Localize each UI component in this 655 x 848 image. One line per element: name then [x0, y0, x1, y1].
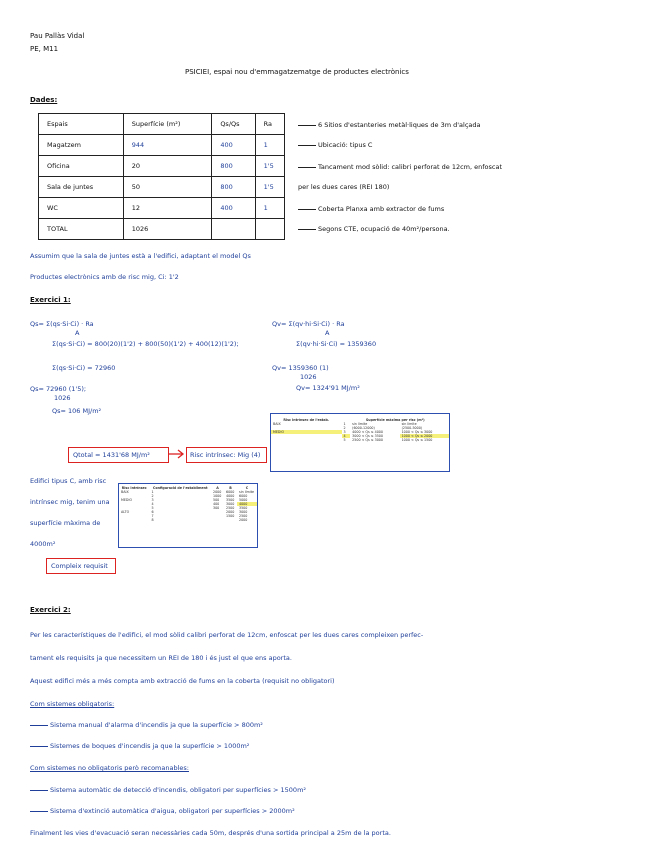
mini-cell — [271, 438, 342, 442]
mini-cell: 3 — [151, 498, 154, 502]
qs-num: Qs= 72960 (1'5); — [30, 385, 87, 393]
table-cell: 400 — [212, 198, 255, 219]
mini-cell: 2000 — [225, 510, 235, 514]
author-name: Pau Pallàs Vidal — [30, 32, 85, 40]
mini-cell — [119, 518, 149, 522]
mini-cell: 8 — [151, 518, 154, 522]
mini-cell: 300 — [212, 506, 220, 510]
mini-cell: 2500 — [238, 514, 248, 518]
mini-cell: (6000-12000) — [352, 426, 375, 430]
mini-cell: 4 — [151, 502, 154, 506]
table-cell — [212, 219, 255, 240]
mini-cell: 500 — [212, 498, 220, 502]
table-header-cell: Qs/Qs — [212, 114, 255, 135]
mini-cell: BAIX — [273, 422, 281, 426]
table-row — [39, 156, 285, 177]
table-cell: 20 — [123, 156, 212, 177]
group-label: PE, M11 — [30, 45, 59, 53]
mini-header: B — [229, 486, 232, 490]
mini-cell: 3000 < Qs ≤ 3500 — [352, 434, 383, 438]
final-note: Finalment les vies d'evacuació seran necessàries cada 50m, després d'una sortida principal a 25m de la porta. — [30, 829, 391, 837]
table-row — [39, 219, 285, 240]
mini-cell: 1000 — [212, 494, 222, 498]
oblig-item-1: Sistema manual d'alarma d'incendis ja que la superfície > 800m² — [30, 721, 263, 729]
mini-header: Risc intrínsec de l'estab. — [283, 418, 330, 422]
mini-cell: 6000 — [238, 494, 248, 498]
mini-header: Configuració de l'establiment — [152, 486, 208, 490]
exercici2-heading: Exercici 2: — [30, 606, 71, 614]
mini-cell: 1500 — [225, 514, 235, 518]
mini-cell: ALTO — [121, 510, 130, 514]
mini-cell: 2500 — [225, 506, 235, 510]
table-cell: 800 — [212, 156, 255, 177]
conclusion-line-3: superfície màxima de — [30, 519, 101, 527]
table-cell: 1'5 — [255, 156, 284, 177]
table-cell: WC — [39, 198, 124, 219]
reference-table-risk — [270, 413, 450, 472]
table-header-cell: Ra — [255, 114, 284, 135]
mini-cell: 4000 — [225, 494, 235, 498]
mini-cell: 2000 — [238, 518, 248, 522]
table-cell: 1 — [255, 135, 284, 156]
dades-table — [38, 113, 285, 240]
reference-table-surface — [118, 483, 258, 548]
table-header-row — [39, 114, 285, 135]
qv-num: Qv= 1359360 (1) — [272, 364, 329, 372]
mini-cell: 5 — [343, 438, 346, 442]
exercici1-heading: Exercici 1: — [30, 296, 71, 304]
qs-den: 1026 — [54, 394, 71, 402]
para-line-3: Aquest edifici més a més compta amb extracció de fums en la coberta (requisit no obligatori) — [30, 677, 335, 685]
mini-cell: (2500-5000) — [401, 426, 423, 430]
qs-expansion: Σ(qs·Si·Ci) = 800(20)(1'2) + 800(50)(1'2) + 400(12)(1'2); — [52, 340, 239, 348]
qv-den: 1026 — [300, 373, 317, 381]
mini-cell: 5000 — [238, 498, 248, 502]
mini-cell: 1 — [343, 422, 346, 426]
qv-sum: Σ(qv·hi·Si·Ci) = 1359360 — [296, 340, 377, 348]
qs-formula: Qs= Σ(qs·Si·Ci) · Ra — [30, 320, 94, 328]
compleix-box: Compleix requisit — [46, 558, 116, 574]
qs-sum: Σ(qs·Si·Ci) = 72960 — [52, 364, 116, 372]
table-cell: 800 — [212, 177, 255, 198]
table-cell: Sala de juntes — [39, 177, 124, 198]
mini-cell: 3500 — [225, 498, 235, 502]
para-line-2: tament els requisits ja que necessitem un REI de 180 i és just el que ens aporta. — [30, 654, 292, 662]
mini-cell: 3 — [343, 430, 346, 434]
mini-cell: sin límite — [401, 422, 417, 426]
qv-formula: Qv= Σ(qv·hi·Si·Ci) · Ra — [272, 320, 345, 328]
conclusion-line-4: 4000m² — [30, 540, 56, 548]
arrow-right-icon — [168, 449, 186, 459]
table-row — [39, 135, 285, 156]
conclusion-line-1: Edifici tipus C, amb risc — [30, 477, 107, 485]
mini-cell: 4 — [342, 434, 351, 438]
note-1: 6 Sitios d'estanteries metàl·liques de 3m d'alçada — [298, 121, 480, 129]
mini-cell: 5 — [151, 506, 154, 510]
note-3: Tancament mod sòlid: calibri perforat de 12cm, enfoscat — [298, 163, 502, 171]
mini-cell: 2 — [151, 494, 154, 498]
table-cell: 1 — [255, 198, 284, 219]
table-row — [39, 177, 285, 198]
note-6: Segons CTE, ocupació de 40m²/persona. — [298, 225, 450, 233]
rec-item-1: Sistema automàtic de detecció d'incendis, obligatori per superfícies > 1500m² — [30, 786, 306, 794]
mini-header: Superfície màxima per risc (m²) — [365, 418, 425, 422]
mini-cell: 3000 — [238, 510, 248, 514]
mini-header: Risc intrínsec — [121, 486, 147, 490]
note-2: Ubicació: tipus C — [298, 141, 372, 149]
oblig-heading: Com sistemes obligatoris: — [30, 700, 115, 708]
mini-cell: 3000 — [225, 502, 235, 506]
mini-cell: 4000 — [237, 502, 257, 506]
mini-cell: sin límite — [238, 490, 255, 494]
mini-cell: BAIX — [121, 490, 129, 494]
note-5: Coberta Planxa amb extractor de fums — [298, 205, 444, 213]
mini-cell: 4000 < Qs ≤ 4000 — [352, 430, 383, 434]
table-header-cell: Superfície (m²) — [123, 114, 212, 135]
qtotal-box: Qtotal = 1431'68 MJ/m² — [68, 447, 169, 463]
assumption-text: Assumim que la sala de juntes està a l'edifici, adaptant el model Qs — [30, 252, 251, 260]
table-cell: Magatzem — [39, 135, 124, 156]
mini-cell: 400 — [212, 502, 220, 506]
table-cell — [255, 219, 284, 240]
rec-heading: Com sistemes no obligatoris però recomanables: — [30, 764, 189, 772]
mini-cell: 1000 < Qs ≤ 2000 — [400, 434, 449, 438]
mini-header: A — [216, 486, 219, 490]
rec-item-2: Sistema d'extinció automàtica d'aigua, obligatori per superfícies > 2000m² — [30, 807, 295, 815]
mini-cell: MEDIO — [121, 498, 133, 502]
qs-formula-den: A — [75, 329, 80, 337]
mini-cell — [224, 518, 237, 522]
table-cell: TOTAL — [39, 219, 124, 240]
risk-box: Risc intrínsec: Mig (4) — [186, 447, 267, 463]
oblig-item-2: Sistemes de boques d'incendis ja que la superfície > 1000m² — [30, 742, 249, 750]
table-header-cell: Espais — [39, 114, 124, 135]
table-cell: 400 — [212, 135, 255, 156]
mini-cell: 2 — [343, 426, 346, 430]
dades-heading: Dades: — [30, 96, 58, 104]
table-cell: 1'5 — [255, 177, 284, 198]
qs-result: Qs= 106 MJ/m² — [52, 407, 102, 415]
note-4: per les dues cares (REI 180) — [298, 183, 390, 191]
mini-cell: 3500 — [238, 506, 248, 510]
mini-cell — [211, 518, 224, 522]
page-title: PSICIEI, espai nou d'emmagatzematge de productes electrònics — [185, 68, 409, 76]
qv-formula-den: A — [325, 329, 330, 337]
para-line-1: Per les característiques de l'edifici, el mod sòlid calibri perforat de 12cm, enfoscat per les dues cares compleixen perfec- — [30, 631, 424, 639]
table-cell: 1026 — [123, 219, 212, 240]
mini-cell: MEDIO — [271, 430, 342, 434]
conclusion-line-2: intrínsec mig, tenim una — [30, 498, 110, 506]
mini-cell: 1 — [151, 490, 154, 494]
mini-cell: 1000 < Qs ≤ 1500 — [401, 438, 433, 442]
mini-cell: 6000 — [225, 490, 235, 494]
mini-cell: 2000 — [212, 490, 222, 494]
mini-header: C — [245, 486, 249, 490]
mini-cell: 1000 < Qs ≤ 3000 — [401, 430, 433, 434]
mini-cell: sin límite — [352, 422, 368, 426]
table-cell: Oficina — [39, 156, 124, 177]
qv-result: Qv= 1324'91 MJ/m² — [296, 384, 360, 392]
mini-cell: 2500 < Qs ≤ 3000 — [352, 438, 383, 442]
table-cell: 50 — [123, 177, 212, 198]
mini-cell: 7 — [151, 514, 154, 518]
product-text: Productes electrònics amb de risc mig, Ci: 1'2 — [30, 273, 179, 281]
table-cell: 12 — [123, 198, 212, 219]
mini-cell: 6 — [151, 510, 154, 514]
table-row — [39, 198, 285, 219]
table-cell: 944 — [123, 135, 212, 156]
